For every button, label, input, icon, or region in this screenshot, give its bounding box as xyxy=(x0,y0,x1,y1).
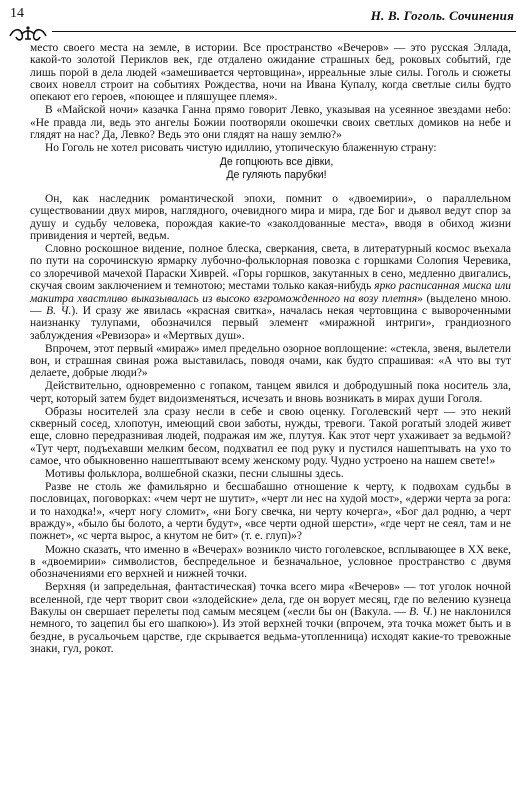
paragraph: место своего места на земле, в истории. Все пространство «Вечеров» — это русская Эллада, какой-то золотой Периклов век, где отдалено ожидание страшных бед, роковых событий, где лишь порой в дела людей «замешивается чертовщина», ирреальные злые силы. Гоголь и сюжеты своих новелл строит на событиях Рождества, ночи на Ивана Купалу, когда светлые силы будто опекают его героев, «поющее и пляшущее племя». xyxy=(30,42,511,104)
initials: В. Ч. xyxy=(409,605,433,618)
text-run: ) не наклонился немного, то зацепил бы его шапкою»). Из этой верхней точки (впрочем, эта точка может быть и в бездне, в русальочьем царстве, где скрывается ведьма-утопленница) исходят какие-то тревожные знаки, гул, рокот. xyxy=(30,605,511,655)
page-number: 14 xyxy=(10,6,24,21)
text-run: Словно роскошное видение, полное блеска, сверкания, света, в литературный космос въехала по пути на сорочинскую ярмарку лубочно-фольклорная повозка с горшками Солопия Черевика, со злоречивой мачехой Параски Хиврей. «Горы горшков, закутанных в сено, медленно двигались, скучая своим заключением и темнотою; местами только какая-нибудь xyxy=(30,243,511,293)
ornament-icon xyxy=(8,24,48,44)
paragraph: Но Гоголь не хотел рисовать чистую идиллию, утопическую блаженную страну: xyxy=(45,142,437,155)
paragraph: Образы носителей зла сразу несли в себе и свою оценку. Гоголевский черт — это некий скверный сосед, хлопотун, имеющий свои заботы, нужды, тревоги. Такой рогатый злодей живет еще, словно передразнивая людей, подражая им же, плутуя. Как этот черт ухаживает за ведьмой? «Тут черт, подъехавши мелким бесом, подхватил ее под руку и пустился нашептывать на ухо то самое, что обыкновенно нашептывают всему женскому роду. Чудно устроено на нашем свете!» xyxy=(30,405,511,468)
paragraph xyxy=(30,243,511,342)
paragraph: Можно сказать, что именно в «Вечерах» возникло чисто гоголевское, всплывающее в XX веке, в «двоемирии» символистов, беспредельное и безначальное, условное пространство с двумя обозначениями его верхней и нижней точки. xyxy=(30,543,511,581)
verse-line: Де гуляють парубки! xyxy=(226,168,327,181)
header-rule xyxy=(52,31,516,32)
initials: В. Ч. xyxy=(46,304,72,317)
text-run: Верхняя (и запредельная, фантастическая) точка всего мира «Вечеров» — тот уголок ночной вселенной, где черт творит свои «злодейские» дела, где он ворует месяц, где по велению кузнеца Вакулы он свершает перелеты под самым месяцем («если бы он (Вакула. — xyxy=(30,581,511,618)
text-run: » (выделено мною. — xyxy=(30,292,511,317)
body-text xyxy=(30,42,511,656)
text-run: ). И сразу же явилась «красная свитка», началась некая чертовщина с вывороченными наизнанку тулупами, обозначился первый элемент «миражной интриги», грандиозного заблуждения «Ревизора» и «Мертвых душ». xyxy=(30,304,511,342)
running-title: Н. В. Гоголь. Сочинения xyxy=(370,8,514,23)
emphasized-text: ярко расписанная миска или макитра хвастливо выказывалась из высоко взгроможденного на возу плетня xyxy=(30,280,511,305)
paragraph: Действительно, одновременно с гопаком, танцем явился и добродушный пока носитель зла, черт, который затем будет видоизменяться, исчезать и вновь возникать в мирах души Гоголя. xyxy=(30,380,511,405)
paragraph xyxy=(30,581,511,655)
verse-line: Де гопцюють все дівки, xyxy=(219,156,334,169)
verse-quote xyxy=(30,156,511,181)
paragraph: В «Майской ночи» казачка Ганна прямо говорит Левко, указывая на усеянное звездами небо: «Не правда ли, ведь это ангелы Божии поотворяли окошечки своих светлых домиков на небе и глядят на нас? Да, Левко? Ведь это они глядят на нашу землю?» xyxy=(30,104,511,142)
paragraph: Впрочем, этот первый «мираж» имел предельно озорное воплощение: «стекла, звеня, вылетели вон, и страшная свиная рожа выставилась, поводя очами, как будто спрашивая: «А что вы тут делаете, добрые люди?» xyxy=(30,342,511,380)
paragraph: Разве не столь же фамильярно и бесшабашно отношение к черту, к подвохам судьбы в пословицах, поговорках: «чем черт не шутит», «черт ли нес на худой мост», «держи черта за рога: и то находка!», «черт ногу сломит», «ни Богу свечка, ни черту кочерга», «Бог дал родню, а черт вражду», «было бы болото, а черти будут», «все черти одной шерсти», «где черт не сеял, там и не пожнет», «с черта вырос, а кнутом не бит» (т. е. глуп)»? xyxy=(30,481,511,543)
paragraph: Мотивы фольклора, волшебной сказки, песни слышны здесь. xyxy=(45,468,344,481)
paragraph: Он, как наследник романтической эпохи, помнит о «двоемирии», о параллельном существовании двух миров, наглядного, очевидного мира и мира, где Бог и дьявол ведут спор за душу и судьбу человека, порождая какие-то «заколдованные места», вводя в обиход жизни привидения и чертей, ведьм. xyxy=(30,193,511,243)
